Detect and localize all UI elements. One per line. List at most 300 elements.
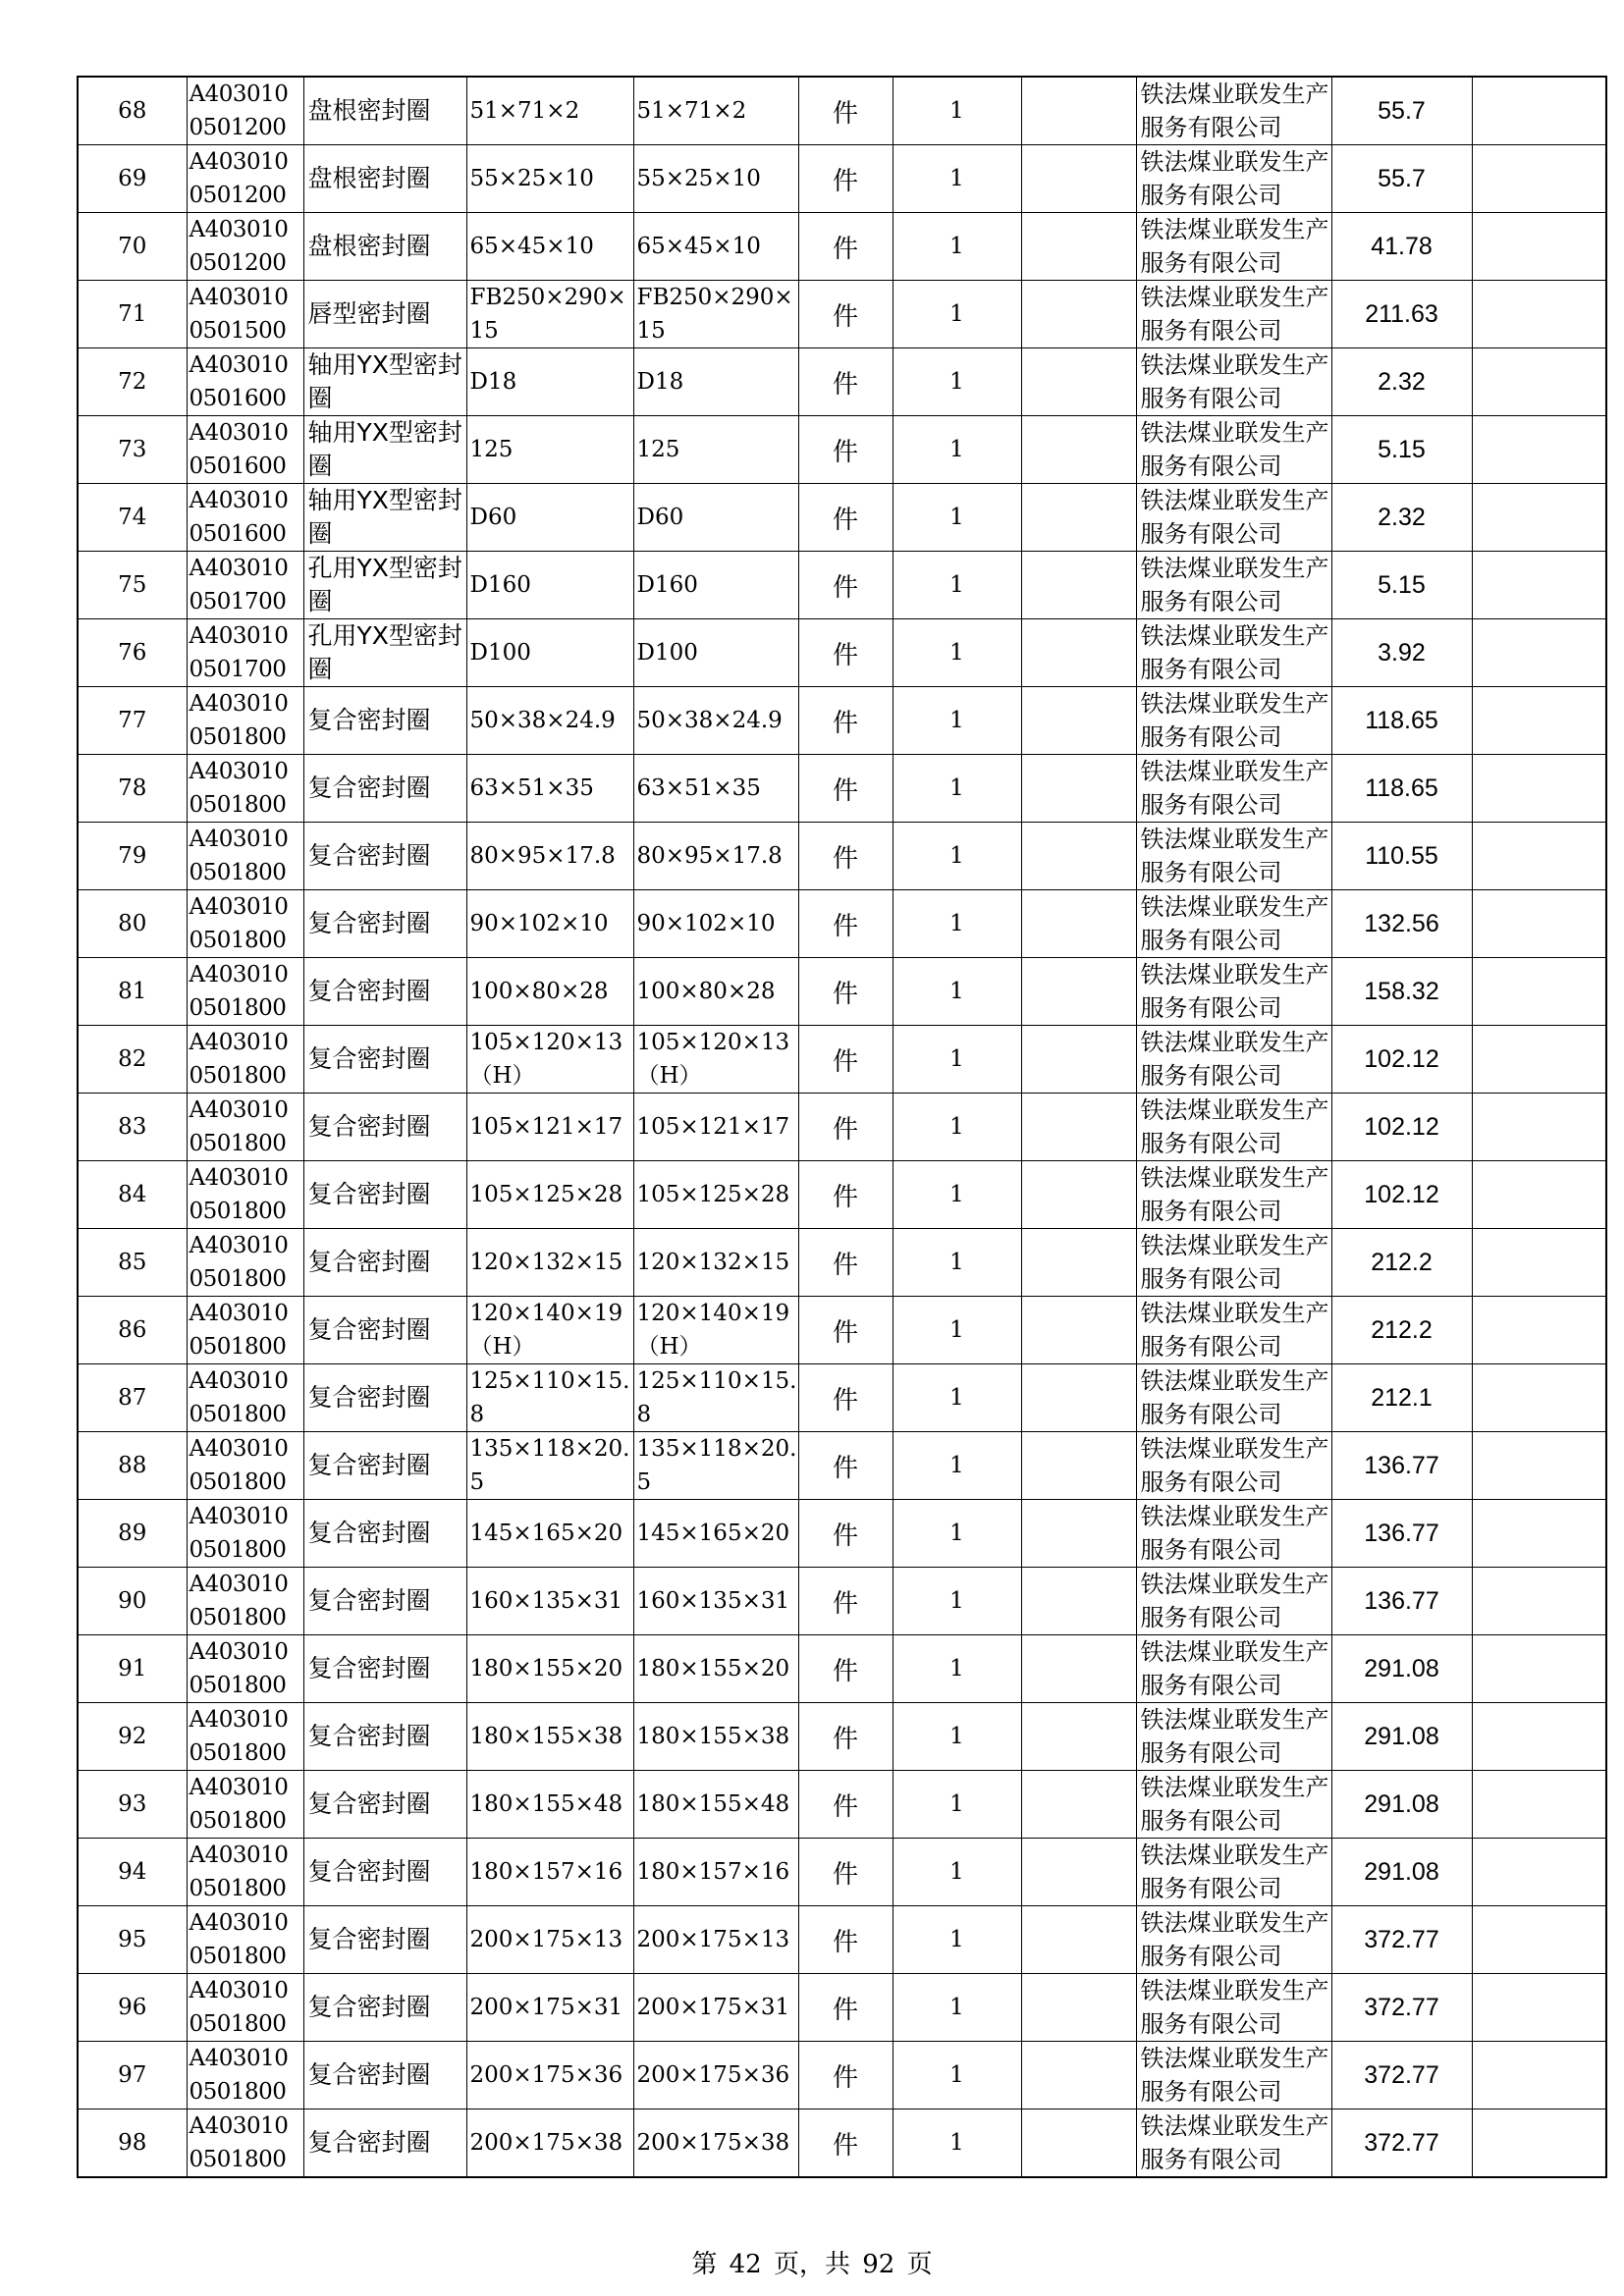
model-cell: D60: [633, 484, 798, 552]
row-number-cell: 90: [78, 1568, 187, 1635]
empty-cell: [1021, 416, 1136, 484]
table-row: [78, 687, 1606, 755]
quantity-cell: 1: [893, 1297, 1021, 1364]
note-cell: [1472, 2042, 1606, 2109]
model-cell: 105×125×28: [633, 1161, 798, 1229]
price-cell: 211.63: [1331, 281, 1472, 348]
model-cell: 180×155×38: [633, 1703, 798, 1771]
note-cell: [1472, 1839, 1606, 1906]
price-cell: 372.77: [1331, 2109, 1472, 2178]
model-cell: 180×155×20: [633, 1635, 798, 1703]
model-cell: 180×155×48: [633, 1771, 798, 1839]
table-row: [78, 1432, 1606, 1500]
price-cell: 136.77: [1331, 1568, 1472, 1635]
note-cell: [1472, 1568, 1606, 1635]
specification-cell: 63×51×35: [466, 755, 633, 823]
material-name-cell: 复合密封圈: [303, 958, 466, 1026]
material-code-cell: A403010 0501600: [187, 484, 303, 552]
empty-cell: [1021, 213, 1136, 281]
row-number-cell: 77: [78, 687, 187, 755]
supplier-cell: 铁法煤业联发生产服务有限公司: [1136, 1094, 1331, 1161]
material-name-cell: 盘根密封圈: [303, 145, 466, 213]
model-cell: 125: [633, 416, 798, 484]
empty-cell: [1021, 755, 1136, 823]
unit-cell: 件: [798, 1026, 893, 1094]
empty-cell: [1021, 2109, 1136, 2178]
material-code-cell: A403010 0501800: [187, 1161, 303, 1229]
material-name-cell: 复合密封圈: [303, 1364, 466, 1432]
unit-cell: 件: [798, 1703, 893, 1771]
supplier-cell: 铁法煤业联发生产服务有限公司: [1136, 281, 1331, 348]
table-row: [78, 213, 1606, 281]
note-cell: [1472, 213, 1606, 281]
quantity-cell: 1: [893, 1094, 1021, 1161]
price-cell: 3.92: [1331, 619, 1472, 687]
supplier-cell: 铁法煤业联发生产服务有限公司: [1136, 1297, 1331, 1364]
material-code-cell: A403010 0501800: [187, 823, 303, 890]
note-cell: [1472, 1297, 1606, 1364]
material-name-cell: 复合密封圈: [303, 1500, 466, 1568]
price-cell: 2.32: [1331, 484, 1472, 552]
note-cell: [1472, 484, 1606, 552]
unit-cell: 件: [798, 77, 893, 145]
row-number-cell: 88: [78, 1432, 187, 1500]
table-row: [78, 890, 1606, 958]
specification-cell: 125×110×15.8: [466, 1364, 633, 1432]
specification-cell: 55×25×10: [466, 145, 633, 213]
model-cell: 200×175×36: [633, 2042, 798, 2109]
material-code-cell: A403010 0501800: [187, 1432, 303, 1500]
note-cell: [1472, 1094, 1606, 1161]
unit-cell: 件: [798, 1432, 893, 1500]
model-cell: D160: [633, 552, 798, 619]
empty-cell: [1021, 145, 1136, 213]
empty-cell: [1021, 77, 1136, 145]
material-code-cell: A403010 0501800: [187, 1635, 303, 1703]
price-cell: 291.08: [1331, 1839, 1472, 1906]
material-code-cell: A403010 0501800: [187, 2042, 303, 2109]
table-row: [78, 1297, 1606, 1364]
row-number-cell: 84: [78, 1161, 187, 1229]
model-cell: D100: [633, 619, 798, 687]
table-row: [78, 1635, 1606, 1703]
specification-cell: 65×45×10: [466, 213, 633, 281]
row-number-cell: 78: [78, 755, 187, 823]
specification-cell: D100: [466, 619, 633, 687]
model-cell: 200×175×13: [633, 1906, 798, 1974]
table-row: [78, 552, 1606, 619]
unit-cell: 件: [798, 890, 893, 958]
note-cell: [1472, 1500, 1606, 1568]
specification-cell: 200×175×13: [466, 1906, 633, 1974]
price-cell: 372.77: [1331, 1974, 1472, 2042]
supplier-cell: 铁法煤业联发生产服务有限公司: [1136, 552, 1331, 619]
supplier-cell: 铁法煤业联发生产服务有限公司: [1136, 1432, 1331, 1500]
row-number-cell: 94: [78, 1839, 187, 1906]
empty-cell: [1021, 823, 1136, 890]
table-row: [78, 1771, 1606, 1839]
material-code-cell: A403010 0501700: [187, 552, 303, 619]
material-name-cell: 复合密封圈: [303, 687, 466, 755]
unit-cell: 件: [798, 552, 893, 619]
quantity-cell: 1: [893, 213, 1021, 281]
material-name-cell: 轴用YX型密封圈: [303, 416, 466, 484]
material-code-cell: A403010 0501800: [187, 1568, 303, 1635]
material-code-cell: A403010 0501800: [187, 1094, 303, 1161]
supplier-cell: 铁法煤业联发生产服务有限公司: [1136, 1906, 1331, 1974]
table-row: [78, 1161, 1606, 1229]
supplier-cell: 铁法煤业联发生产服务有限公司: [1136, 1161, 1331, 1229]
model-cell: FB250×290×15: [633, 281, 798, 348]
supplier-cell: 铁法煤业联发生产服务有限公司: [1136, 484, 1331, 552]
table-row: [78, 755, 1606, 823]
supplier-cell: 铁法煤业联发生产服务有限公司: [1136, 145, 1331, 213]
unit-cell: 件: [798, 2042, 893, 2109]
unit-cell: 件: [798, 619, 893, 687]
supplier-cell: 铁法煤业联发生产服务有限公司: [1136, 1839, 1331, 1906]
material-name-cell: 盘根密封圈: [303, 213, 466, 281]
material-name-cell: 复合密封圈: [303, 2042, 466, 2109]
table-row: [78, 2042, 1606, 2109]
model-cell: 63×51×35: [633, 755, 798, 823]
empty-cell: [1021, 1026, 1136, 1094]
material-code-cell: A403010 0501600: [187, 348, 303, 416]
price-cell: 5.15: [1331, 552, 1472, 619]
note-cell: [1472, 619, 1606, 687]
material-name-cell: 孔用YX型密封圈: [303, 552, 466, 619]
material-code-cell: A403010 0501700: [187, 619, 303, 687]
note-cell: [1472, 145, 1606, 213]
specification-cell: 145×165×20: [466, 1500, 633, 1568]
price-cell: 372.77: [1331, 2042, 1472, 2109]
material-code-cell: A403010 0501800: [187, 890, 303, 958]
empty-cell: [1021, 1500, 1136, 1568]
model-cell: 180×157×16: [633, 1839, 798, 1906]
material-name-cell: 复合密封圈: [303, 1906, 466, 1974]
price-cell: 2.32: [1331, 348, 1472, 416]
unit-cell: 件: [798, 1906, 893, 1974]
quantity-cell: 1: [893, 1839, 1021, 1906]
supplier-cell: 铁法煤业联发生产服务有限公司: [1136, 687, 1331, 755]
empty-cell: [1021, 348, 1136, 416]
material-name-cell: 复合密封圈: [303, 1839, 466, 1906]
price-cell: 291.08: [1331, 1771, 1472, 1839]
table-row: [78, 2109, 1606, 2178]
price-cell: 212.2: [1331, 1229, 1472, 1297]
model-cell: 90×102×10: [633, 890, 798, 958]
empty-cell: [1021, 1161, 1136, 1229]
row-number-cell: 96: [78, 1974, 187, 2042]
empty-cell: [1021, 1839, 1136, 1906]
material-code-cell: A403010 0501600: [187, 416, 303, 484]
specification-cell: FB250×290×15: [466, 281, 633, 348]
quantity-cell: 1: [893, 348, 1021, 416]
model-cell: 135×118×20.5: [633, 1432, 798, 1500]
specification-cell: 50×38×24.9: [466, 687, 633, 755]
empty-cell: [1021, 552, 1136, 619]
model-cell: 125×110×15.8: [633, 1364, 798, 1432]
unit-cell: 件: [798, 416, 893, 484]
specification-cell: D60: [466, 484, 633, 552]
model-cell: 200×175×31: [633, 1974, 798, 2042]
model-cell: 120×132×15: [633, 1229, 798, 1297]
supplier-cell: 铁法煤业联发生产服务有限公司: [1136, 2109, 1331, 2178]
table-row: [78, 1094, 1606, 1161]
material-code-cell: A403010 0501800: [187, 687, 303, 755]
material-name-cell: 轴用YX型密封圈: [303, 484, 466, 552]
unit-cell: 件: [798, 1161, 893, 1229]
table-row: [78, 1906, 1606, 1974]
price-cell: 291.08: [1331, 1635, 1472, 1703]
model-cell: 55×25×10: [633, 145, 798, 213]
material-name-cell: 复合密封圈: [303, 1771, 466, 1839]
price-cell: 136.77: [1331, 1432, 1472, 1500]
supplier-cell: 铁法煤业联发生产服务有限公司: [1136, 823, 1331, 890]
quantity-cell: 1: [893, 823, 1021, 890]
quantity-cell: 1: [893, 1771, 1021, 1839]
supplier-cell: 铁法煤业联发生产服务有限公司: [1136, 1229, 1331, 1297]
empty-cell: [1021, 1771, 1136, 1839]
quantity-cell: 1: [893, 1026, 1021, 1094]
table-row: [78, 1500, 1606, 1568]
material-name-cell: 复合密封圈: [303, 1229, 466, 1297]
empty-cell: [1021, 1432, 1136, 1500]
quantity-cell: 1: [893, 1635, 1021, 1703]
unit-cell: 件: [798, 1839, 893, 1906]
empty-cell: [1021, 1297, 1136, 1364]
model-cell: 50×38×24.9: [633, 687, 798, 755]
material-code-cell: A403010 0501200: [187, 77, 303, 145]
material-name-cell: 轴用YX型密封圈: [303, 348, 466, 416]
row-number-cell: 92: [78, 1703, 187, 1771]
empty-cell: [1021, 484, 1136, 552]
note-cell: [1472, 1229, 1606, 1297]
table-row: [78, 1568, 1606, 1635]
unit-cell: 件: [798, 1500, 893, 1568]
row-number-cell: 79: [78, 823, 187, 890]
supplier-cell: 铁法煤业联发生产服务有限公司: [1136, 890, 1331, 958]
row-number-cell: 95: [78, 1906, 187, 1974]
row-number-cell: 97: [78, 2042, 187, 2109]
supplier-cell: 铁法煤业联发生产服务有限公司: [1136, 1771, 1331, 1839]
model-cell: 160×135×31: [633, 1568, 798, 1635]
unit-cell: 件: [798, 1568, 893, 1635]
empty-cell: [1021, 1229, 1136, 1297]
supplier-cell: 铁法煤业联发生产服务有限公司: [1136, 1364, 1331, 1432]
price-cell: 55.7: [1331, 77, 1472, 145]
note-cell: [1472, 1432, 1606, 1500]
specification-cell: 100×80×28: [466, 958, 633, 1026]
specification-cell: 180×155×38: [466, 1703, 633, 1771]
supplier-cell: 铁法煤业联发生产服务有限公司: [1136, 755, 1331, 823]
price-cell: 102.12: [1331, 1026, 1472, 1094]
row-number-cell: 70: [78, 213, 187, 281]
model-cell: 200×175×38: [633, 2109, 798, 2178]
material-code-cell: A403010 0501800: [187, 755, 303, 823]
supplier-cell: 铁法煤业联发生产服务有限公司: [1136, 416, 1331, 484]
table-row: [78, 416, 1606, 484]
specification-cell: 120×132×15: [466, 1229, 633, 1297]
empty-cell: [1021, 687, 1136, 755]
table-row: [78, 1026, 1606, 1094]
material-name-cell: 复合密封圈: [303, 1026, 466, 1094]
unit-cell: 件: [798, 213, 893, 281]
material-code-cell: A403010 0501800: [187, 1364, 303, 1432]
specification-cell: 180×155×48: [466, 1771, 633, 1839]
price-cell: 41.78: [1331, 213, 1472, 281]
row-number-cell: 83: [78, 1094, 187, 1161]
price-cell: 102.12: [1331, 1094, 1472, 1161]
material-code-cell: A403010 0501800: [187, 1974, 303, 2042]
row-number-cell: 93: [78, 1771, 187, 1839]
material-code-cell: A403010 0501200: [187, 213, 303, 281]
model-cell: 105×120×13（H）: [633, 1026, 798, 1094]
price-cell: 212.1: [1331, 1364, 1472, 1432]
unit-cell: 件: [798, 145, 893, 213]
specification-cell: 200×175×31: [466, 1974, 633, 2042]
unit-cell: 件: [798, 958, 893, 1026]
quantity-cell: 1: [893, 1161, 1021, 1229]
quantity-cell: 1: [893, 2042, 1021, 2109]
quantity-cell: 1: [893, 1229, 1021, 1297]
note-cell: [1472, 1635, 1606, 1703]
row-number-cell: 85: [78, 1229, 187, 1297]
note-cell: [1472, 890, 1606, 958]
supplier-cell: 铁法煤业联发生产服务有限公司: [1136, 1635, 1331, 1703]
model-cell: 100×80×28: [633, 958, 798, 1026]
table-body: [78, 77, 1606, 2177]
unit-cell: 件: [798, 1094, 893, 1161]
table-row: [78, 958, 1606, 1026]
price-cell: 118.65: [1331, 687, 1472, 755]
quantity-cell: 1: [893, 1906, 1021, 1974]
specification-cell: 160×135×31: [466, 1568, 633, 1635]
material-code-cell: A403010 0501800: [187, 2109, 303, 2178]
unit-cell: 件: [798, 348, 893, 416]
quantity-cell: 1: [893, 755, 1021, 823]
row-number-cell: 76: [78, 619, 187, 687]
material-name-cell: 复合密封圈: [303, 1432, 466, 1500]
table-row: [78, 619, 1606, 687]
specification-cell: 105×125×28: [466, 1161, 633, 1229]
note-cell: [1472, 755, 1606, 823]
price-cell: 110.55: [1331, 823, 1472, 890]
quantity-cell: 1: [893, 1974, 1021, 2042]
row-number-cell: 68: [78, 77, 187, 145]
quantity-cell: 1: [893, 619, 1021, 687]
material-code-cell: A403010 0501500: [187, 281, 303, 348]
specification-cell: 200×175×36: [466, 2042, 633, 2109]
price-cell: 55.7: [1331, 145, 1472, 213]
specification-cell: 125: [466, 416, 633, 484]
specification-cell: 120×140×19（H）: [466, 1297, 633, 1364]
note-cell: [1472, 687, 1606, 755]
note-cell: [1472, 1974, 1606, 2042]
material-name-cell: 复合密封圈: [303, 2109, 466, 2178]
material-name-cell: 复合密封圈: [303, 1703, 466, 1771]
supplier-cell: 铁法煤业联发生产服务有限公司: [1136, 1500, 1331, 1568]
unit-cell: 件: [798, 823, 893, 890]
specification-cell: 51×71×2: [466, 77, 633, 145]
material-code-cell: A403010 0501800: [187, 958, 303, 1026]
specification-cell: 90×102×10: [466, 890, 633, 958]
unit-cell: 件: [798, 281, 893, 348]
supplier-cell: 铁法煤业联发生产服务有限公司: [1136, 77, 1331, 145]
empty-cell: [1021, 958, 1136, 1026]
price-cell: 132.56: [1331, 890, 1472, 958]
unit-cell: 件: [798, 1635, 893, 1703]
row-number-cell: 75: [78, 552, 187, 619]
empty-cell: [1021, 281, 1136, 348]
row-number-cell: 98: [78, 2109, 187, 2178]
specification-cell: 105×120×13（H）: [466, 1026, 633, 1094]
quantity-cell: 1: [893, 1703, 1021, 1771]
price-cell: 136.77: [1331, 1500, 1472, 1568]
empty-cell: [1021, 1635, 1136, 1703]
note-cell: [1472, 77, 1606, 145]
note-cell: [1472, 1906, 1606, 1974]
note-cell: [1472, 1026, 1606, 1094]
table-row: [78, 823, 1606, 890]
row-number-cell: 81: [78, 958, 187, 1026]
unit-cell: 件: [798, 687, 893, 755]
empty-cell: [1021, 619, 1136, 687]
table-row: [78, 1229, 1606, 1297]
table-row: [78, 484, 1606, 552]
material-name-cell: 复合密封圈: [303, 1635, 466, 1703]
unit-cell: 件: [798, 1974, 893, 2042]
empty-cell: [1021, 890, 1136, 958]
supplier-cell: 铁法煤业联发生产服务有限公司: [1136, 2042, 1331, 2109]
price-cell: 372.77: [1331, 1906, 1472, 1974]
supplier-cell: 铁法煤业联发生产服务有限公司: [1136, 1974, 1331, 2042]
row-number-cell: 74: [78, 484, 187, 552]
quantity-cell: 1: [893, 416, 1021, 484]
quantity-cell: 1: [893, 1364, 1021, 1432]
quantity-cell: 1: [893, 1432, 1021, 1500]
material-code-cell: A403010 0501800: [187, 1297, 303, 1364]
model-cell: 105×121×17: [633, 1094, 798, 1161]
empty-cell: [1021, 1906, 1136, 1974]
note-cell: [1472, 823, 1606, 890]
quantity-cell: 1: [893, 1568, 1021, 1635]
materials-table: [77, 76, 1607, 2178]
row-number-cell: 80: [78, 890, 187, 958]
unit-cell: 件: [798, 755, 893, 823]
table-row: [78, 1364, 1606, 1432]
row-number-cell: 89: [78, 1500, 187, 1568]
row-number-cell: 91: [78, 1635, 187, 1703]
specification-cell: 180×157×16: [466, 1839, 633, 1906]
material-code-cell: A403010 0501800: [187, 1229, 303, 1297]
quantity-cell: 1: [893, 281, 1021, 348]
note-cell: [1472, 1703, 1606, 1771]
price-cell: 158.32: [1331, 958, 1472, 1026]
material-name-cell: 复合密封圈: [303, 1297, 466, 1364]
material-name-cell: 唇型密封圈: [303, 281, 466, 348]
quantity-cell: 1: [893, 958, 1021, 1026]
specification-cell: 180×155×20: [466, 1635, 633, 1703]
quantity-cell: 1: [893, 145, 1021, 213]
material-name-cell: 复合密封圈: [303, 1974, 466, 2042]
table-row: [78, 77, 1606, 145]
note-cell: [1472, 2109, 1606, 2178]
note-cell: [1472, 552, 1606, 619]
empty-cell: [1021, 1094, 1136, 1161]
quantity-cell: 1: [893, 77, 1021, 145]
note-cell: [1472, 281, 1606, 348]
material-code-cell: A403010 0501800: [187, 1500, 303, 1568]
